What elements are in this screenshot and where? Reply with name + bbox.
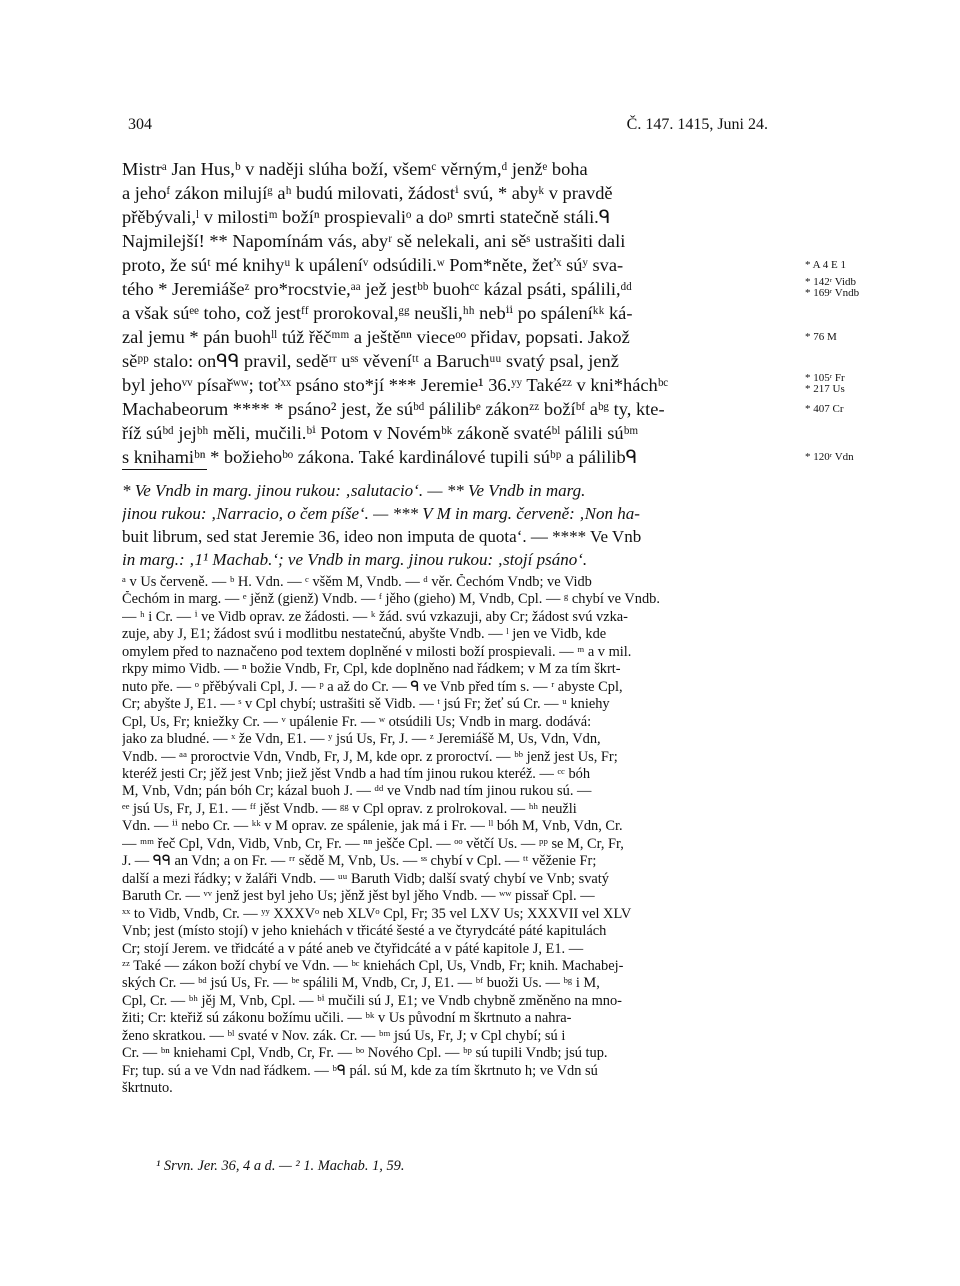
note-line: ᵉᵉ jsú Us, Fr, J, E1. — ᶠᶠ jěst Vndb. — ᵍᵍ v Cpl oprav. z prolrokoval. — ʰʰ neužli (122, 800, 577, 817)
main-line: říž súᵇᵈ jejᵇʰ měli, mučili.ᵇⁱ Potom v Novémᵇᵏ zákoně svatéᵇˡ pálili súᵇᵐ (122, 423, 639, 443)
margin-note: * 120ʳ Vdn (805, 451, 854, 463)
note-line: škrtnuto. (122, 1080, 173, 1097)
margin-note: * 407 Cr (805, 403, 844, 415)
main-line: Najmilejší! ** Napomínám vás, abyʳ sě nelekali, ani sěˢ ustrašiti dali (122, 231, 626, 251)
note-line: rkpy mimo Vidb. — ⁿ božie Vndb, Fr, Cpl, kde doplněno nad řádkem; v M za tím škrt- (122, 661, 621, 678)
note-line: ¹ Srvn. Jer. 36, 4 a d. — ² 1. Machab. 1, 59. (156, 1158, 405, 1174)
asterisk-notes (122, 479, 767, 571)
note-line: Vnb; jest (místo stojí) v jeho kniehách v třicáté šesté a ve čtyrydcáté páté kapitulách (122, 923, 607, 940)
note-line: Cpl, Us, Fr; kniežky Cr. — ᵛ upálenie Fr. — ʷ otsúdili Us; Vndb in marg. dodává: (122, 713, 592, 730)
note-line: Cpl, Cr. — ᵇʰ jěj M, Vnb, Cpl. — ᵇⁱ mučili sú J, E1; ve Vndb chybně změněno na mno- (122, 992, 622, 1009)
margin-note: * 142ʳ Vidb (805, 276, 857, 288)
reference-notes (156, 1157, 796, 1175)
main-line: s knihamiᵇⁿ * božiehoᵇᵒ zákona. Také kardinálové tupili súᵇᵖ a pálilibᑫ (122, 447, 638, 467)
note-line: kteréž jesti Cr; jěž jest Vnb; jiež jěst Vndb a had tím jinou rukou kteréž. — ᶜᶜ bóh (122, 765, 591, 782)
margin-note: * A 4 E 1 (805, 259, 846, 271)
note-line: jinou rukou: ‚Narracio, o čem píše‘. — *** V M in marg. červeně: ‚Non ha- (122, 504, 640, 523)
note-line: Cr; abyšte J, E1. — ˢ v Cpl chybí; ustrašiti sě Vidb. — ᵗ jsú Fr; žeť sú Cr. — ᵘ kniehy (122, 696, 610, 713)
note-line: Fr; tup. sú a ve Vdn nad řádkem. — ᵇᑫ pál. sú M, kde za tím škrtnuto h; ve Vdn sú (122, 1062, 598, 1079)
note-line: Cr; stojí Jerem. ve třidcáté a v páté aneb ve čtyřidcáté a v páté kapitole J, E1. — (122, 940, 584, 957)
note-line: ˣˣ to Vidb, Vndb, Cr. — ʸʸ XXXVᵒ neb XLVᵒ Cpl, Fr; 35 vel LXV Us; XXXVII vel XLV (122, 905, 632, 922)
main-text (122, 157, 767, 469)
main-line: zal jemu * pán buohˡˡ túž řěčᵐᵐ a ještěⁿⁿ vieceᵒᵒ přidav, popsati. Jakož (122, 327, 630, 347)
main-line: Machabeorum **** * psáno² jest, že súᵇᵈ pálilibᵉ zákonᶻᶻ božíᵇᶠ aᵇᵍ ty, kte- (122, 399, 665, 419)
note-line: M, Vnb, Vdn; pán bóh Cr; kázal buoh J. — ᵈᵈ ve Vndb nad tím jinou rukou sú. — (122, 783, 592, 800)
margin-note: * 169ʳ Vndb (805, 287, 860, 299)
note-line: * Ve Vndb in marg. jinou rukou: ‚salutacio‘. — ** Ve Vndb in marg. (122, 481, 586, 500)
main-line: Mistrᵃ Jan Hus,ᵇ v naději slúha boží, všemᶜ věrným,ᵈ jenžᵉ boha (122, 159, 588, 179)
margin-note: * 76 M (805, 331, 837, 343)
note-line: ženo skratkou. — ᵇˡ svaté v Nov. zák. Cr. — ᵇᵐ jsú Us, Fr, J; v Cpl chybí; sú i (122, 1027, 566, 1044)
note-line: J. — ᑫᑫ an Vdn; a on Fr. — ʳʳ sědě M, Vnb, Us. — ˢˢ chybí v Cpl. — ᵗᵗ věženie Fr; (122, 853, 597, 870)
note-line: Cr. — ᵇⁿ kniehami Cpl, Vndb, Cr, Fr. — ᵇᵒ Nového Cpl. — ᵇᵖ sú tupili Vndb; jsú tup. (122, 1045, 608, 1062)
page-number: 304 (128, 116, 152, 133)
main-line: byl jehoᵛᵛ písařʷʷ; toťˣˣ psáno sto*jí *** Jeremie¹ 36.ʸʸ Takéᶻᶻ v kni*háchᵇᶜ (122, 375, 669, 395)
note-line: buit librum, sed stat Jeremie 36, ideo non imputa de quota‘. — **** Ve Vnb (122, 527, 642, 546)
main-line: tého * Jeremiášeᶻ pro*rocstvie,ᵃᵃ jež jestᵇᵇ buohᶜᶜ kázal psáti, spálili,ᵈᵈ (122, 279, 633, 299)
margin-note: * 217 Us (805, 383, 845, 395)
footnote-rule (122, 469, 207, 470)
note-line: Čechóm in marg. — ᵉ jěnž (gienž) Vndb. — ᶠ jěho (gieho) M, Vndb, Cpl. — ᵍ chybí ve Vndb. (122, 591, 660, 608)
note-line: žiti; Cr: kteřiž sú zákonu božímu učili. — ᵇᵏ v Us původní m škrtnuto a nahra- (122, 1010, 572, 1027)
note-line: Vndb. — ᵃᵃ proroctvie Vdn, Vndb, Fr, J, M, kde opr. z proroctví. — ᵇᵇ jenž jest Us, Fr; (122, 748, 618, 765)
main-line: a však súᵉᵉ toho, což jestᶠᶠ prorokoval,ᵍᵍ neušli,ʰʰ nebⁱⁱ po spáleníᵏᵏ ká- (122, 303, 633, 323)
note-line: omylem před to naznačeno pod textem doplněné v milosti boží prospievali. — ᵐ a v mil. (122, 643, 632, 660)
note-line: Baruth Cr. — ᵛᵛ jenž jest byl jeho Us; jěnž jěst byl jěho Vndb. — ʷʷ pissař Cpl. — (122, 888, 595, 905)
note-line: ᶻᶻ Také — zákon boží chybí ve Vdn. — ᵇᶜ kniehách Cpl, Us, Vndb, Fr; knih. Machabej- (122, 957, 624, 974)
main-line: přěbývali,ˡ v milostiᵐ božíⁿ prospievaliᵒ a doᵖ smrti statečně stáli.ᑫ (122, 207, 611, 227)
running-head: Č. 147. 1415, Juni 24. (626, 116, 768, 133)
main-line: sěᵖᵖ stalo: onᑫᑫ pravil, seděʳʳ uˢˢ věveníᵗᵗ a Baruchᵘᵘ svatý psal, jenž (122, 351, 619, 371)
note-line: nuto pře. — ᵒ přěbývali Cpl, J. — ᵖ a až do Cr. — ᑫ ve Vnb před tím s. — ʳ abyste Cpl, (122, 678, 623, 695)
note-line: — ʰ i Cr. — ⁱ ve Vidb oprav. ze žádosti. — ᵏ žád. svú vzkazuji, aby Cr; žádost svú vzka- (122, 608, 628, 625)
margin-note: * 105ʳ Fr (805, 372, 845, 384)
note-line: in marg.: ‚1¹ Machab.‘; ve Vndb in marg. jinou rukou: ‚stojí psáno‘. (122, 550, 588, 569)
note-line: Vdn. — ⁱⁱ nebo Cr. — ᵏᵏ v M oprav. ze spálenie, jak má i Fr. — ˡˡ bóh M, Vnb, Vdn, Cr. (122, 818, 623, 835)
main-line: proto, že súᵗ mé knihyᵘ k upáleníᵛ odsúdili.ʷ Pom*něte, žeťˣ súʸ sva- (122, 255, 624, 275)
variant-notes (122, 574, 767, 1098)
main-line: a jehoᶠ zákon milujíᵍ aʰ budú milovati, žádostⁱ svú, * abyᵏ v pravdě (122, 183, 613, 203)
note-line: ᵃ v Us červeně. — ᵇ H. Vdn. — ᶜ všěm M, Vndb. — ᵈ věr. Čechóm Vndb; ve Vidb (122, 574, 592, 590)
note-line: — ᵐᵐ řeč Cpl, Vdn, Vidb, Vnb, Cr, Fr. — ⁿⁿ ješče Cpl. — ᵒᵒ větčí Us. — ᵖᵖ se M, Cr, Fr, (122, 835, 624, 852)
page-header (128, 116, 768, 138)
note-line: zuje, aby J, E1; žádost svú i modlitbu nestatečnú, abyšte Vndb. — ˡ jen ve Vidb, kde (122, 626, 607, 643)
note-line: další a mezi řádky; v žaláři Vndb. — ᵘᵘ Baruth Vidb; další svatý chybí ve Vnb; svatý (122, 870, 609, 887)
note-line: ských Cr. — ᵇᵈ jsú Us, Fr. — ᵇᵉ spálili M, Vndb, Cr, J, E1. — ᵇᶠ buoži Us. — ᵇᵍ i M, (122, 975, 600, 992)
note-line: jako za bludné. — ˣ že Vdn, E1. — ʸ jsú Us, Fr, J. — ᶻ Jeremiášě M, Us, Vdn, Vdn, (122, 731, 601, 748)
